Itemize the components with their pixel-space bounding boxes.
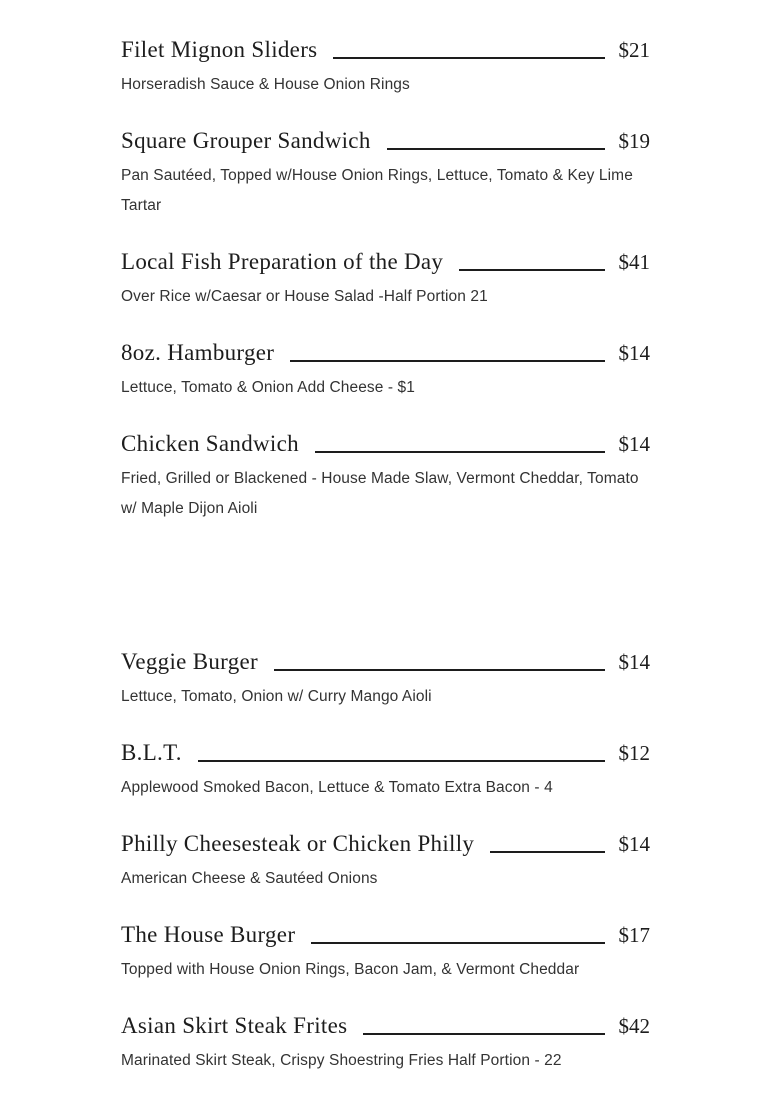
menu-item-price: $42 (618, 1014, 650, 1038)
menu-item-title-row (121, 127, 650, 155)
clipped-previous-description-text (121, 0, 650, 7)
menu-item-description: Horseradish Sauce & House Onion Rings (121, 76, 410, 93)
menu-item-name: Filet Mignon Sliders (121, 37, 318, 62)
leader-line (459, 269, 604, 271)
menu-item (121, 127, 650, 221)
menu-item-description: Lettuce, Tomato & Onion Add Cheese - $1 (121, 379, 415, 396)
menu-item-price: $14 (618, 341, 650, 365)
menu-item (121, 1012, 650, 1076)
menu-item-title-row (121, 830, 650, 858)
leader-line (311, 942, 604, 944)
menu-item (121, 248, 650, 312)
menu-item-name: 8oz. Hamburger (121, 340, 275, 365)
menu-item-name: The House Burger (121, 922, 296, 947)
menu-item-title-row (121, 248, 650, 276)
leader-line (490, 851, 604, 853)
section-gap (121, 551, 650, 648)
menu-item-description: Topped with House Onion Rings, Bacon Jam, & Vermont Cheddar (121, 961, 580, 978)
menu-item-title-row (121, 339, 650, 367)
menu-item-name: Chicken Sandwich (121, 431, 299, 456)
leader-line (274, 669, 605, 671)
menu-item-description: Lettuce, Tomato, Onion w/ Curry Mango Aioli (121, 688, 432, 705)
menu-item-description: American Cheese & Sautéed Onions (121, 870, 378, 887)
menu-item (121, 921, 650, 985)
leader-line (363, 1033, 604, 1035)
menu-item-title-row (121, 430, 650, 458)
menu-item-price: $14 (618, 832, 650, 856)
menu-item (121, 739, 650, 803)
menu-item-title-row (121, 921, 650, 949)
menu-item-name: Square Grouper Sandwich (121, 128, 371, 153)
clipped-previous-description (121, 0, 650, 7)
menu-item-name: Asian Skirt Steak Frites (121, 1013, 348, 1038)
menu-item-name: Philly Cheesesteak or Chicken Philly (121, 831, 475, 856)
leader-line (333, 57, 604, 59)
leader-line (290, 360, 604, 362)
menu-item-price: $21 (618, 38, 650, 62)
menu-item-price: $17 (618, 923, 650, 947)
menu-item-title-row (121, 648, 650, 676)
menu-item-description: Pan Sautéed, Topped w/House Onion Rings, Lettuce, Tomato & Key Lime Tartar (121, 167, 633, 214)
menu-item-price: $14 (618, 650, 650, 674)
menu-item-price: $19 (618, 129, 650, 153)
menu-item-description: Over Rice w/Caesar or House Salad -Half Portion 21 (121, 288, 488, 305)
menu-item-name: B.L.T. (121, 740, 182, 765)
menu-item (121, 339, 650, 403)
menu-item-title-row (121, 1012, 650, 1040)
menu-item (121, 830, 650, 894)
menu-item-description: Marinated Skirt Steak, Crispy Shoestring Fries Half Portion - 22 (121, 1052, 562, 1069)
menu-item (121, 430, 650, 524)
menu-item-price: $41 (618, 250, 650, 274)
menu-item-name: Veggie Burger (121, 649, 258, 674)
menu-item-description: Applewood Smoked Bacon, Lettuce & Tomato Extra Bacon - 4 (121, 779, 553, 796)
menu-item (121, 648, 650, 712)
menu-item-title-row (121, 739, 650, 767)
menu-item-title-row (121, 36, 650, 64)
menu-item-name: Local Fish Preparation of the Day (121, 249, 444, 274)
menu-item-price: $14 (618, 432, 650, 456)
leader-line (315, 451, 605, 453)
menu-item (121, 36, 650, 100)
leader-line (387, 148, 605, 150)
leader-line (198, 760, 605, 762)
menu-item-price: $12 (618, 741, 650, 765)
menu-item-description: Fried, Grilled or Blackened - House Made Slaw, Vermont Cheddar, Tomato w/ Maple Dijon Aioli (121, 470, 639, 517)
